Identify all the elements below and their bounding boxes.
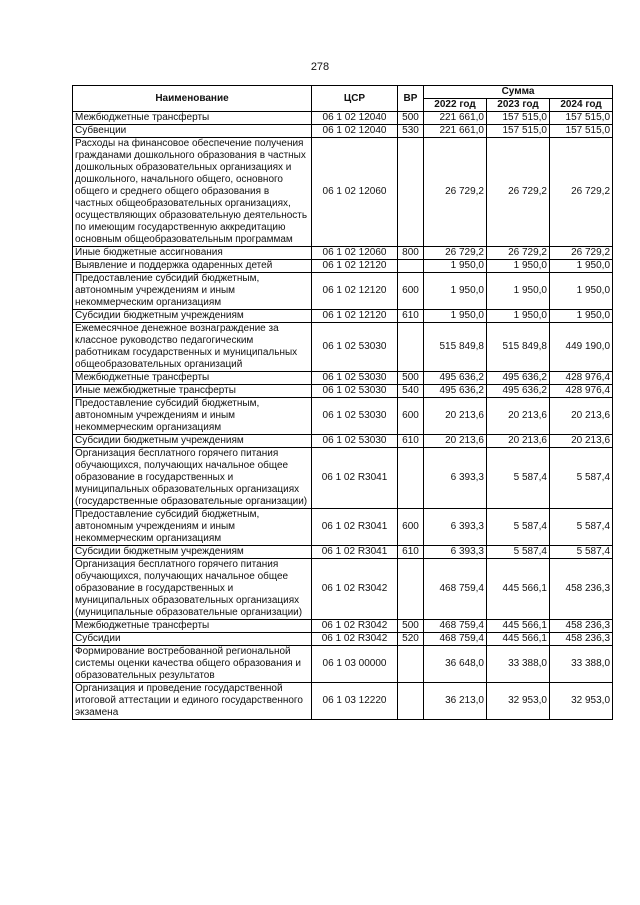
table-row	[73, 683, 613, 720]
row-name: Субсидии бюджетным учреждениям	[73, 546, 312, 559]
row-sum-2022: 515 849,8	[424, 323, 487, 372]
row-name: Формирование востребованной региональной системы оценки качества общего образования и образовательных результатов	[73, 646, 312, 683]
row-csr: 06 1 02 12120	[312, 273, 398, 310]
header-name: Наименование	[73, 86, 312, 112]
row-sum-2023: 157 515,0	[487, 112, 550, 125]
row-sum-2022: 6 393,3	[424, 509, 487, 546]
row-sum-2023: 5 587,4	[487, 448, 550, 509]
row-csr: 06 1 02 R3041	[312, 509, 398, 546]
row-sum-2022: 1 950,0	[424, 310, 487, 323]
row-sum-2024: 26 729,2	[550, 247, 613, 260]
row-sum-2024: 20 213,6	[550, 398, 613, 435]
row-sum-2024: 5 587,4	[550, 546, 613, 559]
row-sum-2022: 6 393,3	[424, 546, 487, 559]
row-sum-2023: 157 515,0	[487, 125, 550, 138]
row-sum-2022: 20 213,6	[424, 398, 487, 435]
table-row	[73, 247, 613, 260]
row-vr: 600	[398, 509, 424, 546]
row-vr: 520	[398, 633, 424, 646]
row-name: Предоставление субсидий бюджетным, автономным учреждениям и иным некоммерческим организациям	[73, 273, 312, 310]
table-row	[73, 310, 613, 323]
row-sum-2022: 468 759,4	[424, 633, 487, 646]
row-vr: 500	[398, 372, 424, 385]
row-name: Субсидии	[73, 633, 312, 646]
row-sum-2024: 26 729,2	[550, 138, 613, 247]
row-sum-2023: 5 587,4	[487, 509, 550, 546]
row-sum-2022: 221 661,0	[424, 112, 487, 125]
row-csr: 06 1 02 R3042	[312, 633, 398, 646]
row-sum-2024: 5 587,4	[550, 448, 613, 509]
header-year-2023: 2023 год	[487, 99, 550, 112]
table-row	[73, 112, 613, 125]
row-name: Межбюджетные трансферты	[73, 112, 312, 125]
row-sum-2024: 20 213,6	[550, 435, 613, 448]
row-name: Субсидии бюджетным учреждениям	[73, 310, 312, 323]
row-vr: 800	[398, 247, 424, 260]
row-name: Ежемесячное денежное вознаграждение за классное руководство педагогическим работникам государственных и муниципальных общеобразовательных организаций	[73, 323, 312, 372]
row-sum-2024: 428 976,4	[550, 372, 613, 385]
row-csr: 06 1 02 R3042	[312, 559, 398, 620]
row-name: Иные бюджетные ассигнования	[73, 247, 312, 260]
row-vr: 500	[398, 112, 424, 125]
row-sum-2022: 1 950,0	[424, 260, 487, 273]
row-sum-2022: 26 729,2	[424, 247, 487, 260]
row-name: Организация бесплатного горячего питания обучающихся, получающих начальное общее образование в государственных и муниципальных образовательных организациях (государственные образовательные организации)	[73, 448, 312, 509]
row-csr: 06 1 02 R3041	[312, 546, 398, 559]
row-sum-2024: 458 236,3	[550, 559, 613, 620]
budget-table	[72, 85, 613, 720]
row-vr: 600	[398, 398, 424, 435]
row-sum-2022: 36 648,0	[424, 646, 487, 683]
row-name: Субсидии бюджетным учреждениям	[73, 435, 312, 448]
row-sum-2022: 36 213,0	[424, 683, 487, 720]
row-sum-2022: 468 759,4	[424, 620, 487, 633]
row-csr: 06 1 02 12060	[312, 138, 398, 247]
row-name: Расходы на финансовое обеспечение получения гражданами дошкольного образования в частных дошкольных образовательных организациях и дошкольного, начального общего, основного общего и среднего общего образования в частных общеобразовательных организациях, осуществляющих образовательную деятельность по имеющим государственную аккредитацию основным общеобразовательным программам	[73, 138, 312, 247]
row-name: Организация бесплатного горячего питания обучающихся, получающих начальное общее образование в государственных и муниципальных образовательных организациях (муниципальные образовательные организации)	[73, 559, 312, 620]
row-sum-2023: 26 729,2	[487, 247, 550, 260]
row-csr: 06 1 02 53030	[312, 385, 398, 398]
row-sum-2022: 6 393,3	[424, 448, 487, 509]
row-vr: 600	[398, 273, 424, 310]
row-sum-2024: 458 236,3	[550, 633, 613, 646]
row-sum-2023: 20 213,6	[487, 398, 550, 435]
row-sum-2023: 495 636,2	[487, 385, 550, 398]
row-vr	[398, 559, 424, 620]
row-vr	[398, 138, 424, 247]
row-sum-2024: 1 950,0	[550, 260, 613, 273]
header-vr: ВР	[398, 86, 424, 112]
row-csr: 06 1 02 12060	[312, 247, 398, 260]
row-csr: 06 1 02 53030	[312, 398, 398, 435]
row-sum-2023: 515 849,8	[487, 323, 550, 372]
row-csr: 06 1 03 00000	[312, 646, 398, 683]
table-row	[73, 435, 613, 448]
row-vr	[398, 323, 424, 372]
row-sum-2023: 1 950,0	[487, 260, 550, 273]
table-row	[73, 260, 613, 273]
table-row	[73, 633, 613, 646]
table-body	[73, 112, 613, 720]
table-row	[73, 620, 613, 633]
row-sum-2023: 32 953,0	[487, 683, 550, 720]
row-sum-2023: 495 636,2	[487, 372, 550, 385]
row-sum-2023: 33 388,0	[487, 646, 550, 683]
row-vr: 540	[398, 385, 424, 398]
row-sum-2024: 1 950,0	[550, 310, 613, 323]
header-year-2024: 2024 год	[550, 99, 613, 112]
row-sum-2024: 157 515,0	[550, 125, 613, 138]
row-sum-2023: 1 950,0	[487, 273, 550, 310]
table-row	[73, 385, 613, 398]
row-csr: 06 1 02 R3041	[312, 448, 398, 509]
row-csr: 06 1 02 12040	[312, 112, 398, 125]
row-csr: 06 1 02 12120	[312, 260, 398, 273]
row-sum-2023: 20 213,6	[487, 435, 550, 448]
table-row	[73, 398, 613, 435]
header-year-2022: 2022 год	[424, 99, 487, 112]
row-sum-2022: 221 661,0	[424, 125, 487, 138]
row-sum-2022: 1 950,0	[424, 273, 487, 310]
table-row	[73, 509, 613, 546]
row-vr	[398, 646, 424, 683]
row-sum-2024: 1 950,0	[550, 273, 613, 310]
row-sum-2024: 428 976,4	[550, 385, 613, 398]
header-sum: Сумма	[424, 86, 613, 99]
table-row	[73, 323, 613, 372]
header-csr: ЦСР	[312, 86, 398, 112]
row-vr: 530	[398, 125, 424, 138]
row-name: Выявление и поддержка одаренных детей	[73, 260, 312, 273]
row-name: Иные межбюджетные трансферты	[73, 385, 312, 398]
row-vr	[398, 683, 424, 720]
table-row	[73, 273, 613, 310]
row-sum-2022: 20 213,6	[424, 435, 487, 448]
row-sum-2024: 32 953,0	[550, 683, 613, 720]
row-sum-2023: 445 566,1	[487, 620, 550, 633]
row-name: Межбюджетные трансферты	[73, 372, 312, 385]
row-csr: 06 1 02 53030	[312, 323, 398, 372]
row-sum-2024: 458 236,3	[550, 620, 613, 633]
row-sum-2022: 26 729,2	[424, 138, 487, 247]
row-name: Субвенции	[73, 125, 312, 138]
row-csr: 06 1 02 53030	[312, 372, 398, 385]
row-csr: 06 1 03 12220	[312, 683, 398, 720]
row-sum-2023: 1 950,0	[487, 310, 550, 323]
row-sum-2024: 5 587,4	[550, 509, 613, 546]
row-sum-2024: 449 190,0	[550, 323, 613, 372]
row-vr: 610	[398, 435, 424, 448]
table-row	[73, 559, 613, 620]
row-csr: 06 1 02 53030	[312, 435, 398, 448]
row-sum-2023: 445 566,1	[487, 559, 550, 620]
row-csr: 06 1 02 12040	[312, 125, 398, 138]
table-row	[73, 546, 613, 559]
table-row	[73, 646, 613, 683]
row-vr: 500	[398, 620, 424, 633]
row-sum-2024: 157 515,0	[550, 112, 613, 125]
table-row	[73, 125, 613, 138]
row-csr: 06 1 02 R3042	[312, 620, 398, 633]
row-vr	[398, 448, 424, 509]
row-sum-2022: 495 636,2	[424, 385, 487, 398]
row-sum-2022: 495 636,2	[424, 372, 487, 385]
page-number: 278	[310, 61, 330, 73]
row-sum-2023: 445 566,1	[487, 633, 550, 646]
table-row	[73, 372, 613, 385]
table-row	[73, 138, 613, 247]
row-name: Межбюджетные трансферты	[73, 620, 312, 633]
table-row	[73, 448, 613, 509]
row-sum-2024: 33 388,0	[550, 646, 613, 683]
row-name: Предоставление субсидий бюджетным, автономным учреждениям и иным некоммерческим организациям	[73, 509, 312, 546]
row-sum-2023: 5 587,4	[487, 546, 550, 559]
row-sum-2022: 468 759,4	[424, 559, 487, 620]
row-sum-2023: 26 729,2	[487, 138, 550, 247]
row-vr: 610	[398, 546, 424, 559]
row-name: Организация и проведение государственной итоговой аттестации и единого государственного экзамена	[73, 683, 312, 720]
row-csr: 06 1 02 12120	[312, 310, 398, 323]
row-vr	[398, 260, 424, 273]
row-name: Предоставление субсидий бюджетным, автономным учреждениям и иным некоммерческим организациям	[73, 398, 312, 435]
row-vr: 610	[398, 310, 424, 323]
